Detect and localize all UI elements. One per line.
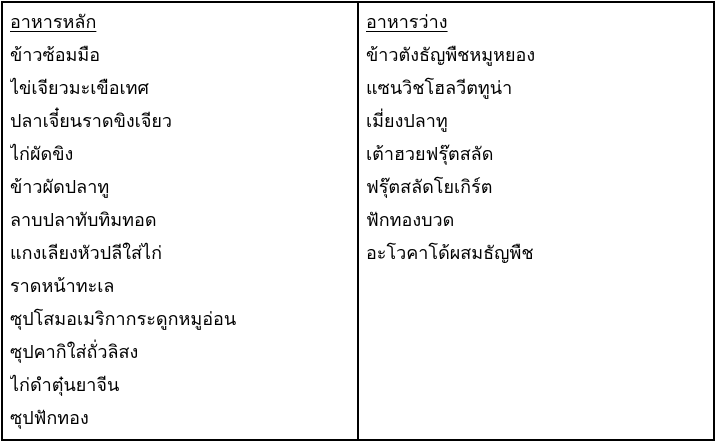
menu-item: แกงเลียงหัวปลีใส่ไก่	[10, 243, 162, 264]
menu-item: ฟรุ๊ตสลัดโยเกิร์ต	[366, 177, 493, 198]
menu-item: ข้าวผัดปลาทู	[10, 177, 110, 198]
menu-item: ซุปฟักทอง	[10, 408, 89, 429]
menu-item: ข้าวตังธัญพืชหมูหยอง	[366, 45, 536, 66]
menu-item: ปลาเจี๋ยนราดขิงเจียว	[10, 111, 173, 132]
menu-table	[1, 1, 715, 441]
main-dishes-header: อาหารหลัก	[10, 12, 97, 33]
menu-item: ไข่เจียวมะเขือเทศ	[10, 78, 149, 99]
menu-item: เต้าฮวยฟรุ๊ตสลัด	[366, 144, 494, 165]
menu-item: ไก่ผัดขิง	[10, 144, 74, 165]
menu-item: ไก่ดำตุ๋นยาจีน	[10, 375, 120, 396]
menu-item: ซุปคากิใส่ถั่วลิสง	[10, 342, 139, 363]
main-dishes-cell	[2, 2, 358, 440]
menu-item: แซนวิชโฮลวีตทูน่า	[366, 78, 513, 99]
menu-item: ซุปโสมอเมริกากระดูกหมูอ่อน	[10, 309, 237, 330]
menu-item: ข้าวซ้อมมือ	[10, 45, 101, 66]
snacks-cell	[358, 2, 714, 440]
menu-item: ฟักทองบวด	[366, 210, 455, 231]
menu-item: ลาบปลาทับทิมทอด	[10, 210, 157, 231]
snacks-header: อาหารว่าง	[366, 12, 448, 33]
menu-item: ราดหน้าทะเล	[10, 276, 115, 297]
table-row	[2, 2, 714, 440]
menu-item: เมี่ยงปลาทู	[366, 111, 448, 132]
menu-item: อะโวคาโด้ผสมธัญพืช	[366, 243, 534, 264]
